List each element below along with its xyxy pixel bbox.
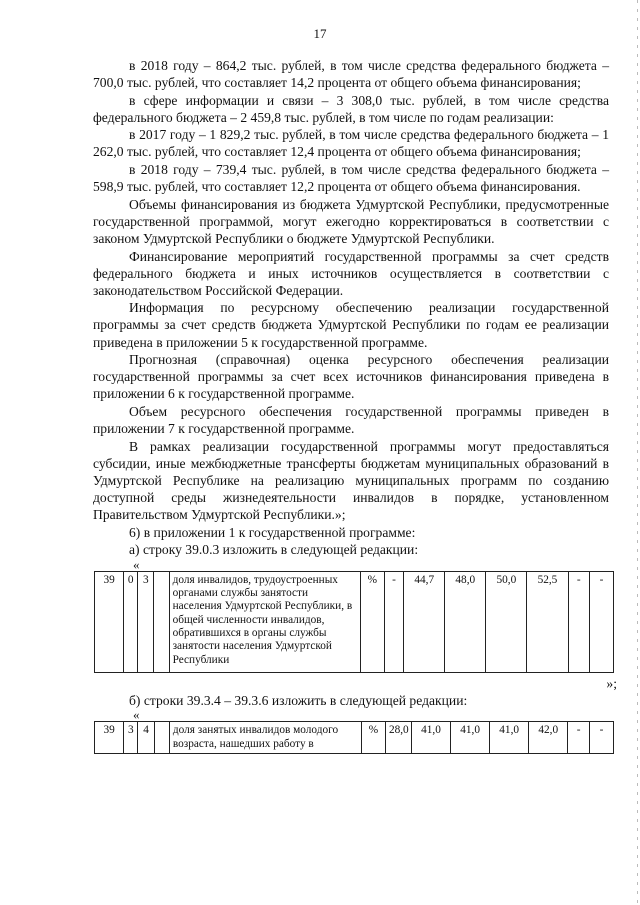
- table-cell: 39: [95, 722, 124, 754]
- table-row: [95, 571, 614, 672]
- table-cell: 3: [124, 722, 138, 754]
- table-cell: 28,0: [385, 722, 411, 754]
- paragraph: 6) в приложении 1 к государственной программе:: [129, 524, 416, 540]
- paragraph: Прогнозная (справочная) оценка ресурсного обеспечения реализации государственной программы за счет всех источников финансирования приведена в приложении 6 к государственной программе.: [93, 352, 609, 402]
- indicator-table-39-0-3: [94, 571, 614, 673]
- paragraph: б) строки 39.3.4 – 39.3.6 изложить в следующей редакции:: [129, 692, 468, 708]
- table-cell: 4: [138, 722, 154, 754]
- table-cell-description: доля инвалидов, трудоустроенных органами службы занятости населения Удмуртской Республики, в общей численности инвалидов, обратившихся в органы службы занятости населения Удмуртской Республики: [169, 571, 360, 672]
- table-cell: 50,0: [486, 571, 527, 672]
- paragraph: Финансирование мероприятий государственной программы за счет средств федерального бюджета и иных источников осуществляется в соответствии с законодательством Российской Федерации.: [93, 248, 609, 298]
- table-cell: 52,5: [527, 571, 568, 672]
- opening-quote: «: [133, 556, 140, 572]
- paragraph: в 2017 году – 1 829,2 тыс. рублей, в том числе средства федерального бюджета – 1 262,0 тыс. рублей, что составляет 12,4 процента от общего объема финансирования;: [93, 127, 609, 160]
- paragraph: а) строку 39.0.3 изложить в следующей редакции:: [129, 542, 419, 558]
- table-cell: -: [568, 722, 590, 754]
- table-row: [95, 722, 614, 754]
- indicator-table-39-3-4: [94, 721, 614, 754]
- table-cell: 0: [124, 571, 138, 672]
- paragraph: в 2018 году – 739,4 тыс. рублей, в том числе средства федерального бюджета – 598,9 тыс. рублей, что составляет 12,2 процента от общего объема финансирования.: [93, 162, 609, 195]
- table-cell: 3: [138, 571, 154, 672]
- page-number: 17: [313, 26, 327, 41]
- table-cell: -: [590, 722, 614, 754]
- table-cell: 39: [95, 571, 124, 672]
- table-cell: %: [360, 571, 384, 672]
- table-cell: -: [590, 571, 614, 672]
- table-cell: %: [362, 722, 386, 754]
- table-cell: -: [568, 571, 590, 672]
- paragraph: Объем ресурсного обеспечения государственной программы приведен в приложении 7 к государственной программе.: [93, 403, 609, 436]
- scan-edge-marks: [637, 0, 638, 905]
- table-cell: 44,7: [404, 571, 445, 672]
- table-cell: [154, 722, 169, 754]
- table-cell: 41,0: [451, 722, 490, 754]
- closing-quote: »;: [606, 675, 617, 691]
- table-cell: 41,0: [411, 722, 450, 754]
- opening-quote: «: [133, 707, 140, 723]
- paragraph: Объемы финансирования из бюджета Удмуртской Республики, предусмотренные государственной программой, могут ежегодно корректироваться в соответствии с законом Удмуртской Республики о бюджете Удмуртской Республики.: [93, 196, 609, 246]
- table-cell-description: доля занятых инвалидов молодого возраста, нашедших работу в: [169, 722, 361, 754]
- table-cell: 41,0: [490, 722, 529, 754]
- paragraph: в 2018 году – 864,2 тыс. рублей, в том числе средства федерального бюджета – 700,0 тыс. рублей, что составляет 14,2 процента от общего объема финансирования;: [93, 58, 609, 91]
- paragraph: В рамках реализации государственной программы могут предоставляться субсидии, иные межбюджетные трансферты бюджетам муниципальных образований в Удмуртской Республике на реализацию муниципальных программ по созданию доступной среды жизнедеятельности инвалидов в порядке, установленном Правительством Удмуртской Республики.»;: [93, 438, 609, 522]
- table-cell: [154, 571, 169, 672]
- document-body: [93, 57, 617, 754]
- paragraph: в сфере информации и связи – 3 308,0 тыс. рублей, в том числе средства федерального бюджета – 2 459,8 тыс. рублей, в том числе по годам реализации:: [93, 92, 609, 125]
- paragraph: Информация по ресурсному обеспечению реализации государственной программы за счет средств бюджета Удмуртской Республики по годам ее реализации приведена в приложении 5 к государственной программе.: [93, 300, 609, 350]
- table-cell: 42,0: [529, 722, 568, 754]
- table-cell: 48,0: [445, 571, 486, 672]
- table-cell: -: [384, 571, 403, 672]
